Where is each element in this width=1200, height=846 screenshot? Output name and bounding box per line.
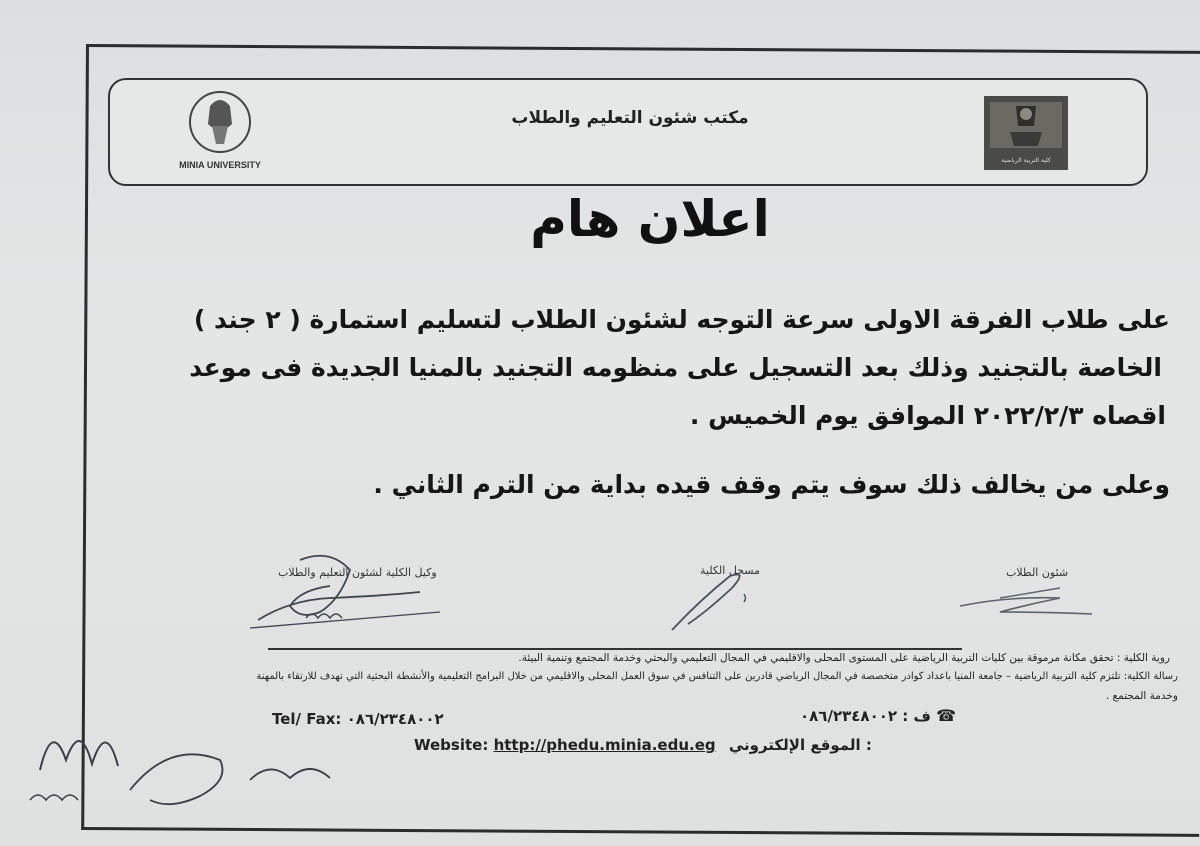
footer-divider — [268, 648, 962, 650]
announcement-line-1: على طلاب الفرقة الاولى سرعة التوجه لشئون الطلاب لتسليم استمارة ( ٢ جند ) — [193, 305, 1170, 334]
signature-label-registrar: مسجل الكلية — [700, 564, 760, 577]
tel-fax: Tel/ Fax: ٠٨٦/٢٣٤٨٠٠٢ — [272, 710, 444, 728]
signature-label-vice-dean: وكيل الكلية لشئون التعليم والطلاب — [278, 566, 437, 579]
announcement-line-4: وعلى من يخالف ذلك سوف يتم وقف قيده بداية من الترم الثاني . — [373, 470, 1170, 499]
website-label: Website: — [414, 736, 489, 754]
faculty-vision: روية الكلية : تحقق مكانة مرموقة بين كليات التربية الرياضية على المستوى المحلى والاقليمي في المجال التعليمي والبحثي وخدمة المجتمع وتنمية البيئة. — [518, 652, 1170, 664]
faculty-logo — [980, 92, 1072, 174]
announcement-line-2: الخاصة بالتجنيد وذلك بعد التسجيل على منظومه التجنيد بالمنيا الجديدة فى موعد — [189, 353, 1162, 382]
website-label-arabic: الموقع الإلكتروني : — [728, 736, 872, 754]
faculty-mission-end: وخدمة المجتمع . — [1105, 690, 1178, 702]
minia-university-logo — [160, 84, 290, 174]
office-title: مكتب شئون التعليم والطلاب — [511, 108, 749, 128]
phone-icon: ☎ — [936, 706, 957, 725]
announcement-title: اعلان هام — [530, 190, 770, 248]
announcement-line-3: اقصاه ٢٠٢٢/٢/٣ الموافق يوم الخميس . — [689, 401, 1166, 430]
website-row — [414, 736, 872, 754]
svg-text:MINIA UNIVERSITY: MINIA UNIVERSITY — [179, 160, 261, 170]
signature-label-student-affairs: شئون الطلاب — [1006, 566, 1069, 579]
website-link[interactable]: http://phedu.minia.edu.eg — [493, 736, 716, 754]
svg-text:كلية التربية الرياضية: كلية التربية الرياضية — [1001, 157, 1051, 164]
phone-number: ☎ ف : ٠٨٦/٢٣٤٨٠٠٢ — [800, 706, 957, 725]
faculty-mission: رسالة الكلية: تلتزم كلية التربية الرياضية – جامعة المنيا باعداد كوادر متخصصة في المجال الرياضي قادرين على التنافس في سوق العمل المحلى والاقليمي من خلال البرامج التعليمية والأنشطة البحثية التي تهدف للارتقاء بالمهنة — [256, 671, 1178, 682]
